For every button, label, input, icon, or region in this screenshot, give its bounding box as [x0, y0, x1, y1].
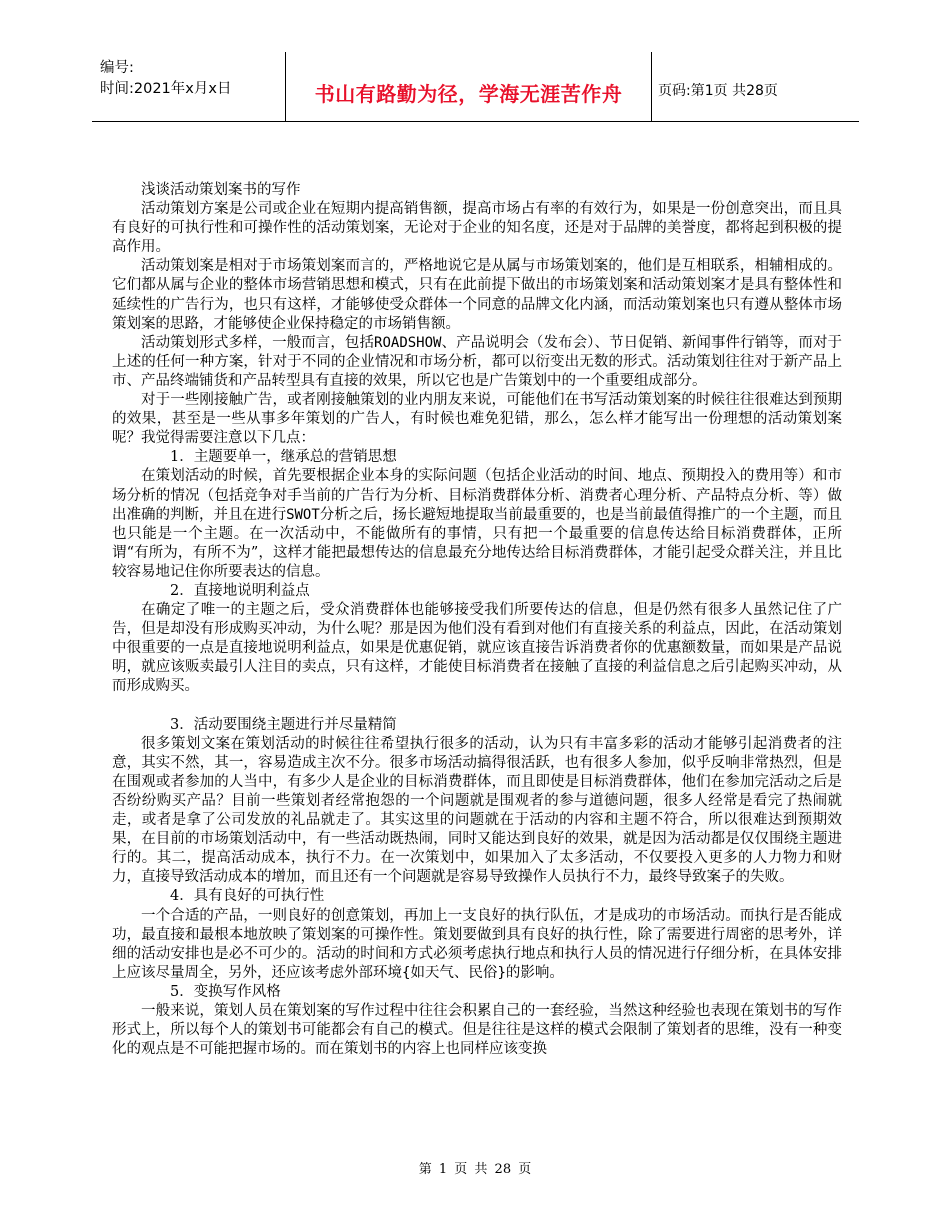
- paragraph-text: 活动策划形式多样，一般而言，包括: [141, 334, 375, 351]
- paragraph-intro-4: 对于一些刚接触广告，或者刚接触策划的业内朋友来说，可能他们在书写活动策划案的时候往往很难达到预期的效果，甚至是一些从事多年策划的广告人，有时候也难免犯错，那么，怎么样才能写出一份理想的活动策划案呢？我觉得需要注意以下几点：: [112, 392, 842, 447]
- header-motto-cell: [285, 52, 652, 121]
- header-motto: 书山有路勤为径，学海无涯苦作舟: [314, 82, 623, 106]
- brace-open: {: [402, 964, 411, 981]
- paragraph-text: 如天气、民俗: [410, 964, 498, 981]
- paragraph-section-2: 在确定了唯一的主题之后，受众消费群体也能够接受我们所要传达的信息，但是仍然有很多人虽然记住了广告，但是却没有形成购买冲动，为什么呢？那是因为他们没有看到对他们有直接关系的利益点，因此，在活动策划中很重要的一点是直接地说明利益点，如果是优惠促销，就应该直接告诉消费者你的优惠额数量，而如果是产品说明，就应该贩卖最引人注目的卖点，只有这样，才能使目标消费者在接触了直接的利益信息之后引起购买冲动，从而形成购买。: [112, 602, 842, 695]
- brace-close: }: [497, 964, 506, 981]
- article-title: 浅谈活动策划案书的写作: [141, 182, 301, 198]
- paragraph-section-4: [112, 907, 842, 983]
- section-heading-2: 2．直接地说明利益点: [170, 582, 310, 599]
- blank-line: [112, 697, 842, 716]
- paragraph-intro-3: [112, 334, 842, 391]
- paragraph-section-5: 一般来说，策划人员在策划案的写作过程中往往会积累自己的一套经验，当然这种经验也表现在策划书的写作形式上，所以每个人的策划书可能都会有自己的模式。但是往往是这样的模式会限制了策划者的思维，没有一种变化的观点是不可能把握市场的。而在策划书的内容上也同样应该变换: [112, 1003, 842, 1058]
- paragraph-section-3: 很多策划文案在策划活动的时候往往希望执行很多的活动，认为只有丰富多彩的活动才能够引起消费者的注意，其实不然，其一，容易造成主次不分。很多市场活动搞得很活跃，也有很多人参加，似乎反响非常热烈，但是在围观或者参加的人当中，有多少人是企业的目标消费群体，而且即使是目标消费群体，他们在参加完活动之后是否纷纷购买产品？目前一些策划者经常抱怨的一个问题就是围观者的参与道德问题，很多人经常是看完了热闹就走，或者是拿了公司发放的礼品就走了。其实这里的问题就在于活动的内容和主题不符合，所以很难达到预期效果，在目前的市场策划活动中，有一些活动既热闹，同时又能达到良好的效果，就是因为活动都是仅仅围绕主题进行的。其二，提高活动成本，执行不力。在一次策划中，如果加入了太多活动，不仅要投入更多的人力物力和财力，直接导致活动成本的增加，而且还有一个问题就是容易导致操作人员执行不力，最终导致案子的失败。: [112, 735, 842, 886]
- section-heading-4: 4．具有良好的可执行性: [170, 888, 325, 905]
- header-page-info: 页码:第1页 共28页: [658, 83, 778, 99]
- paragraph-text: 的影响。: [505, 964, 564, 981]
- page-header: [92, 52, 859, 122]
- paragraph-text: 、产品说明会（发布会）、节日促销、新闻事件行销等，而对于上述的任何一种方案，针对于不同的企业情况和市场分析，都可以衍变出无数的形式。活动策划往往对于新产品上市、产品终端铺货和产品转型具有直接的效果，所以它也是广告策划中的一个重要组成部分。: [112, 334, 843, 389]
- paragraph-intro-1: 活动策划方案是公司或企业在短期内提高销售额，提高市场占有率的有效行为，如果是一份创意突出，而且具有良好的可执行性和可操作性的活动策划案，无论对于企业的知名度，还是对于品牌的美誉度，都将起到积极的提高作用。: [112, 201, 842, 256]
- paragraph-text: 一个合适的产品，一则良好的创意策划，再加上一支良好的执行队伍，才是成功的市场活动。而执行是否能成功，最直接和最根本地放映了策划案的可操作性。策划要做到具有良好的执行性，除了需要进行周密的思考外，详细的活动安排也是必不可少的。活动的时间和方式必须考虑执行地点和执行人员的情况进行仔细分析，在具体安排上应该尽量周全，另外，还应该考虑外部环境: [112, 907, 842, 981]
- paragraph-section-1: [112, 467, 842, 582]
- section-heading-1: 1．主题要单一，继承总的营销思想: [170, 449, 397, 466]
- serial-number-label: 编号:: [100, 60, 134, 76]
- header-meta: [100, 58, 231, 100]
- swot-term: SWOT: [286, 506, 320, 523]
- section-heading-3: 3．活动要围绕主题进行并尽量精简: [170, 716, 397, 733]
- date-label: 时间:2021年x月x日: [100, 81, 232, 97]
- section-heading-5: 5．变换写作风格: [170, 983, 281, 1000]
- paragraph-text: 在策划活动的时候，首先要根据企业本身的实际问题（包括企业活动的时间、地点、预期投入的费用等）和市场分析的情况（包括竞争对手当前的广告行为分析、目标消费群体分析、消费者心理分析、产品特点分析、等）做出准确的判断，并且在进行: [112, 468, 842, 523]
- paragraph-text: 分析之后，扬长避短地提取当前最重要的，也是当前最值得推广的一个主题，而且也只能是一个主题。在一次活动中，不能做所有的事情，只有把一个最重要的信息传达给目标消费群体，正所谓“有所为，有所不为”，这样才能把最想传达的信息最充分地传达给目标消费群体，才能引起受众群关注，并且比较容易地记住你所要表达的信息。: [112, 506, 843, 580]
- article-body: [112, 181, 842, 1059]
- page-footer: 第 1 页 共 28 页: [418, 1162, 532, 1177]
- paragraph-intro-2: 活动策划案是相对于市场策划案而言的，严格地说它是从属与市场策划案的，他们是互相联系，相辅相成的。它们都从属与企业的整体市场营销思想和模式，只有在此前提下做出的市场策划案和活动策划案才是具有整体性和延续性的广告行为，也只有这样，才能够使受众群体一个同意的品牌文化内涵，而活动策划案也只有遵从整体市场策划案的思路，才能够使企业保持稳定的市场销售额。: [112, 258, 842, 332]
- roadshow-term: ROADSHOW: [374, 334, 442, 351]
